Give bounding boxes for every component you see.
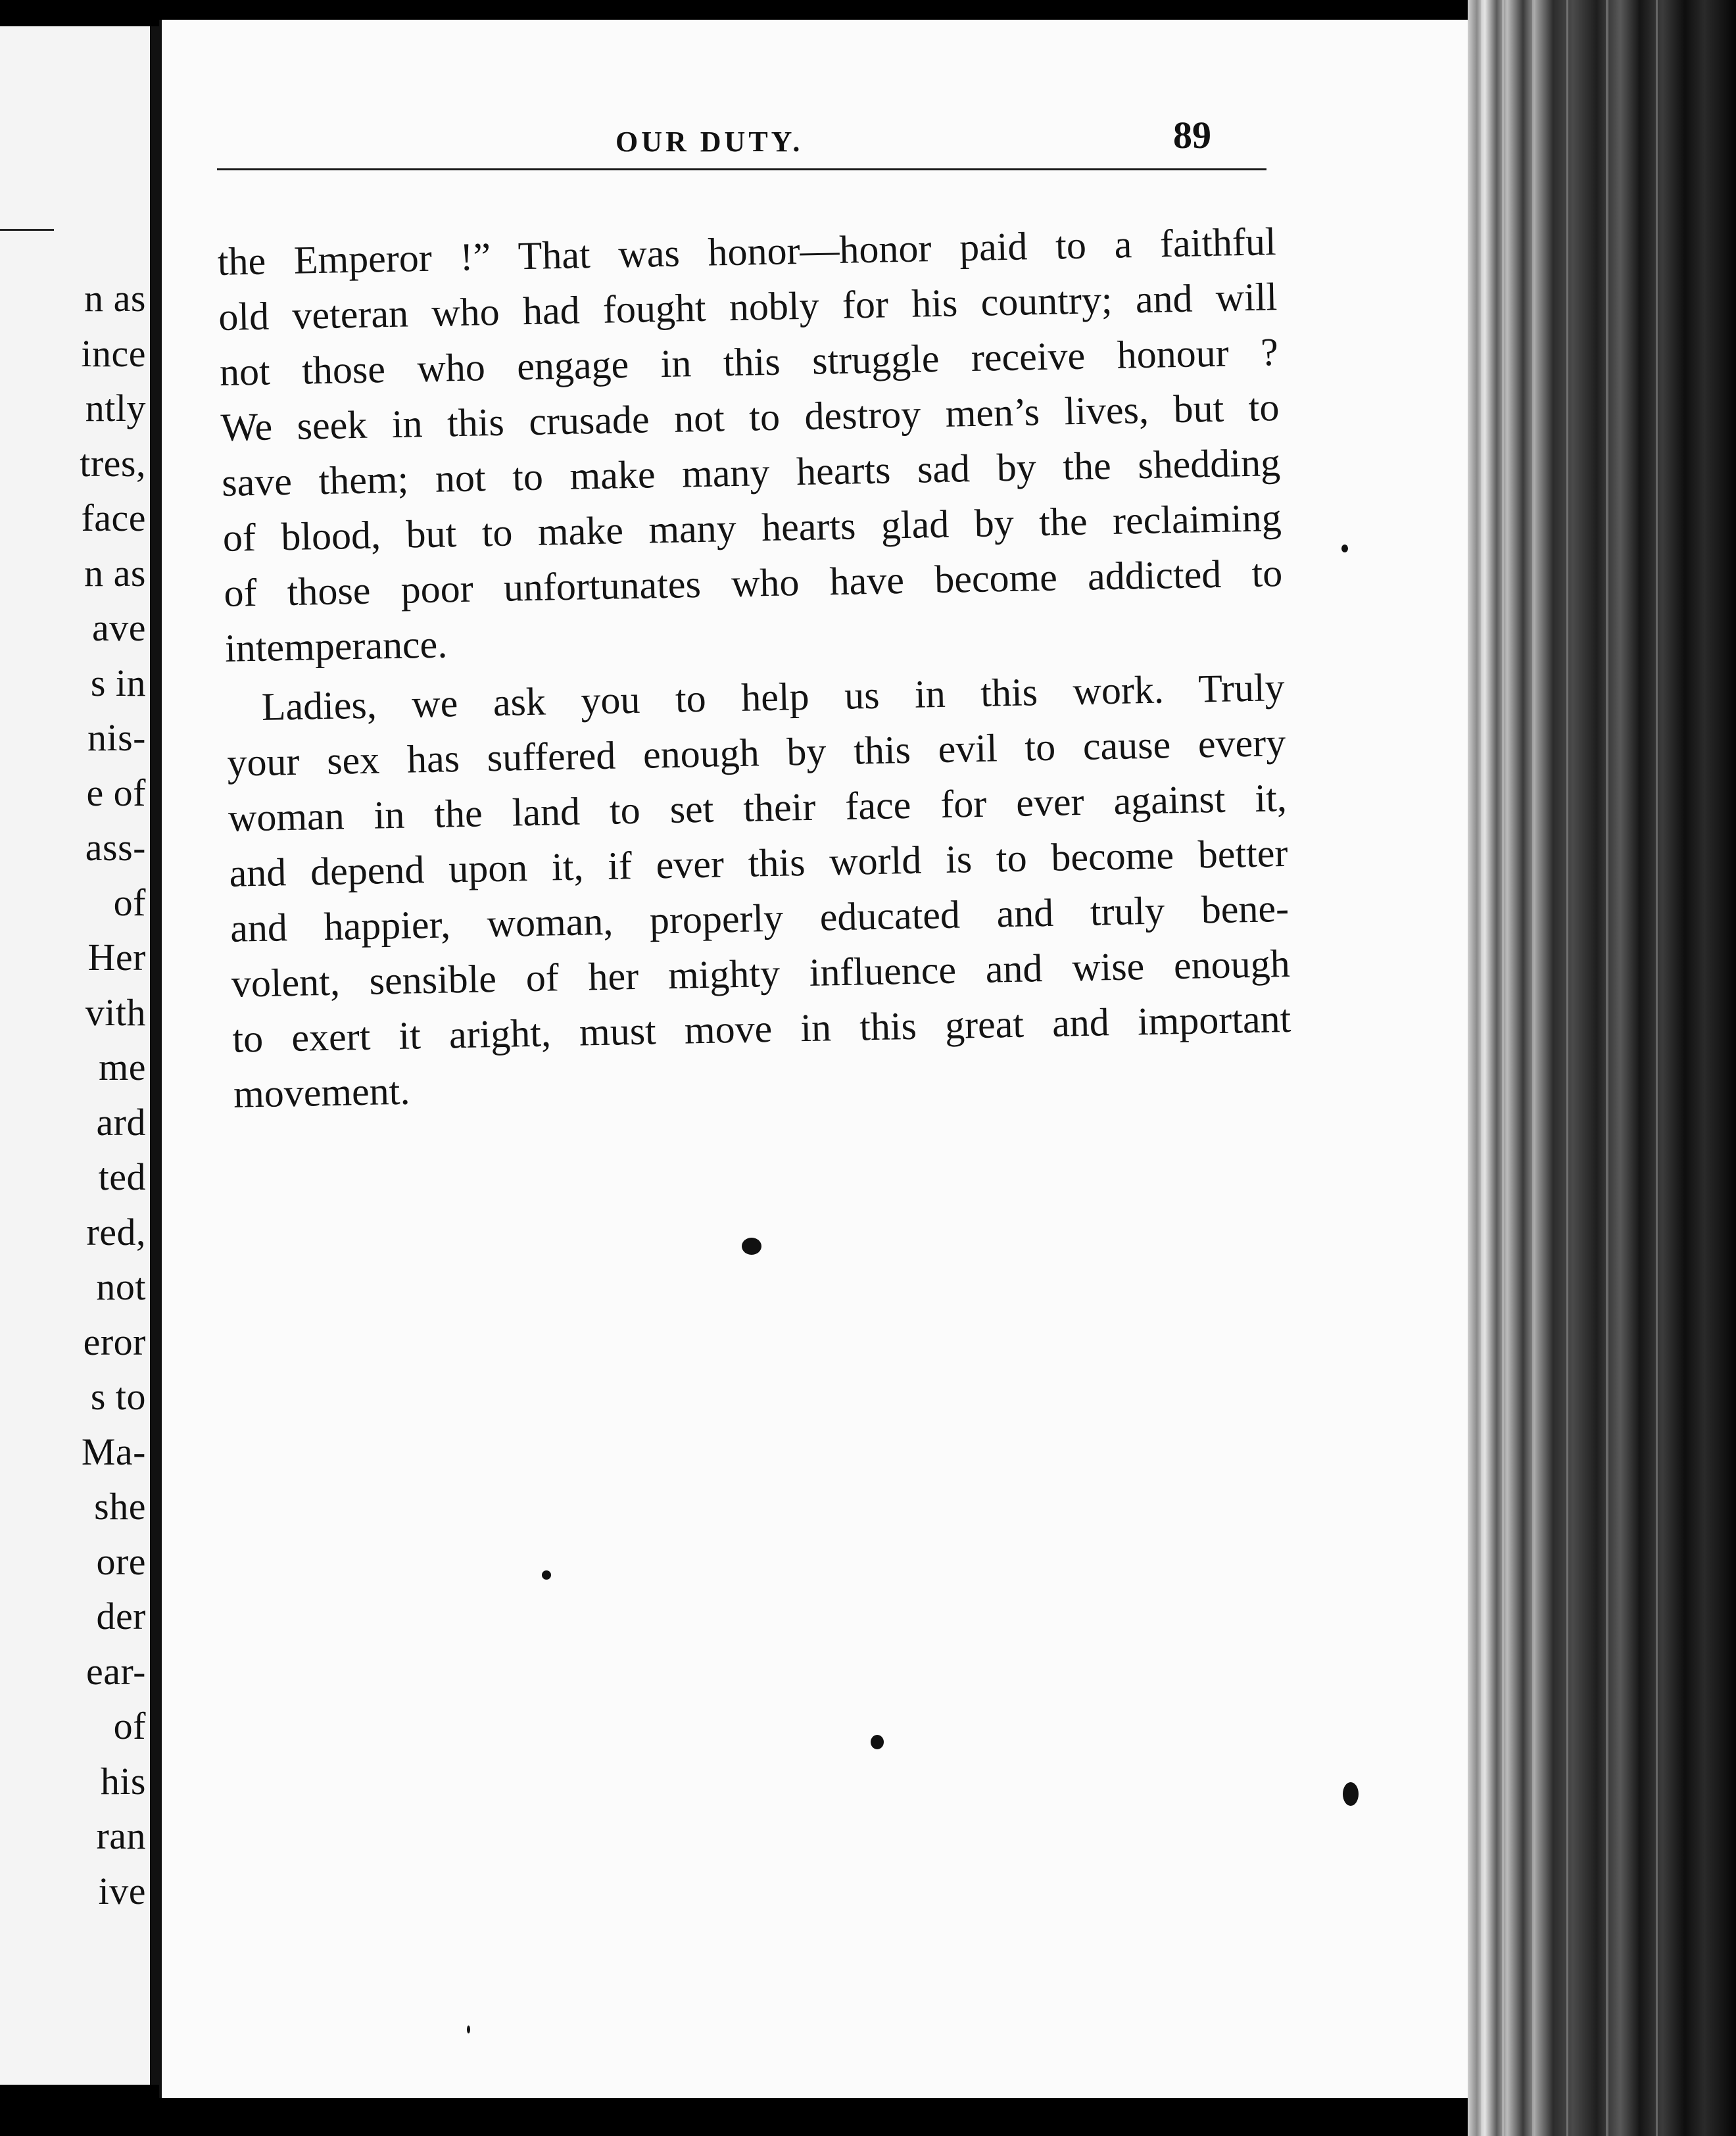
text-line: old veteran who had fought nobly for his country; and will	[218, 275, 1278, 339]
paragraph	[226, 660, 1293, 1122]
text-line: of blood, but to make many hearts glad by the reclaiming	[222, 496, 1282, 560]
text-fragment: red,	[86, 1210, 146, 1253]
ink-speck	[1343, 1782, 1359, 1806]
text-line: intemperance.	[224, 622, 448, 670]
body-text	[217, 214, 1293, 1122]
text-line: your sex has suffered enough by this evil to cause every	[226, 720, 1286, 785]
ink-speck	[1341, 545, 1348, 552]
header-rule	[217, 168, 1266, 170]
text-fragment: ran	[96, 1814, 146, 1857]
text-fragment: of	[113, 1705, 146, 1747]
previous-page-rule	[0, 229, 54, 231]
ink-speck	[467, 2026, 470, 2033]
ink-speck	[871, 1735, 884, 1749]
text-line: not those who engage in this struggle receive honour ?	[219, 330, 1279, 394]
text-fragment: vith	[85, 990, 146, 1034]
text-fragment: his	[100, 1759, 146, 1803]
ink-speck	[542, 1570, 551, 1580]
text-fragment: ass-	[85, 826, 146, 869]
text-fragment: nis-	[87, 716, 146, 759]
text-line: movement.	[233, 1069, 410, 1116]
text-fragment: ave	[92, 606, 146, 649]
text-fragment: she	[94, 1485, 146, 1528]
text-line: save them; not to make many hearts sad by the shedding	[221, 441, 1281, 504]
text-fragment: s in	[90, 661, 146, 704]
book-page-stack	[1468, 0, 1736, 2136]
text-fragment: e of	[86, 771, 146, 814]
text-fragment: ear-	[86, 1649, 146, 1693]
text-fragment: ted	[98, 1155, 146, 1198]
text-fragment: s to	[90, 1375, 146, 1418]
text-line: and depend upon it, if ever this world is to become better	[229, 831, 1288, 895]
paragraph	[217, 214, 1284, 676]
page-number: 89	[1173, 114, 1211, 157]
text-line: woman in the land to set their face for ever against it,	[228, 775, 1288, 840]
ink-speck	[742, 1238, 761, 1255]
text-line: and happier, woman, properly educated and truly bene-	[229, 886, 1290, 950]
text-fragment: der	[96, 1595, 146, 1638]
book-page	[159, 20, 1470, 2098]
text-line: volent, sensible of her mighty influence and wise enough	[231, 941, 1291, 1006]
text-fragment: ore	[96, 1540, 146, 1583]
previous-page-text	[80, 271, 146, 1918]
text-fragment: not	[96, 1265, 146, 1308]
text-fragment: n as	[84, 277, 146, 320]
text-fragment: ive	[98, 1869, 146, 1912]
text-line: to exert it aright, must move in this great and important	[231, 996, 1291, 1061]
text-fragment: ard	[96, 1100, 146, 1144]
text-fragment: n as	[84, 551, 146, 595]
text-line: of those poor unfortunates who have become addicted to	[223, 550, 1283, 615]
text-fragment: Ma-	[81, 1430, 146, 1473]
text-fragment: ince	[81, 331, 146, 375]
previous-page-edge	[0, 26, 159, 2085]
text-fragment: me	[99, 1046, 146, 1088]
text-line: We seek in this crusade not to destroy men’s lives, but to	[220, 385, 1280, 449]
text-fragment: tres,	[80, 441, 146, 485]
text-line: Ladies, we ask you to help us in this work. Truly	[261, 665, 1286, 729]
text-fragment: of	[113, 881, 146, 924]
text-fragment: eror	[83, 1320, 146, 1363]
text-fragment: Her	[87, 936, 146, 979]
text-fragment: ntly	[85, 387, 146, 429]
text-line: the Emperor !” That was honor—honor paid to a faithful	[217, 220, 1277, 283]
text-fragment: face	[81, 497, 146, 539]
running-head	[162, 107, 1464, 166]
running-title: OUR DUTY.	[615, 126, 804, 158]
